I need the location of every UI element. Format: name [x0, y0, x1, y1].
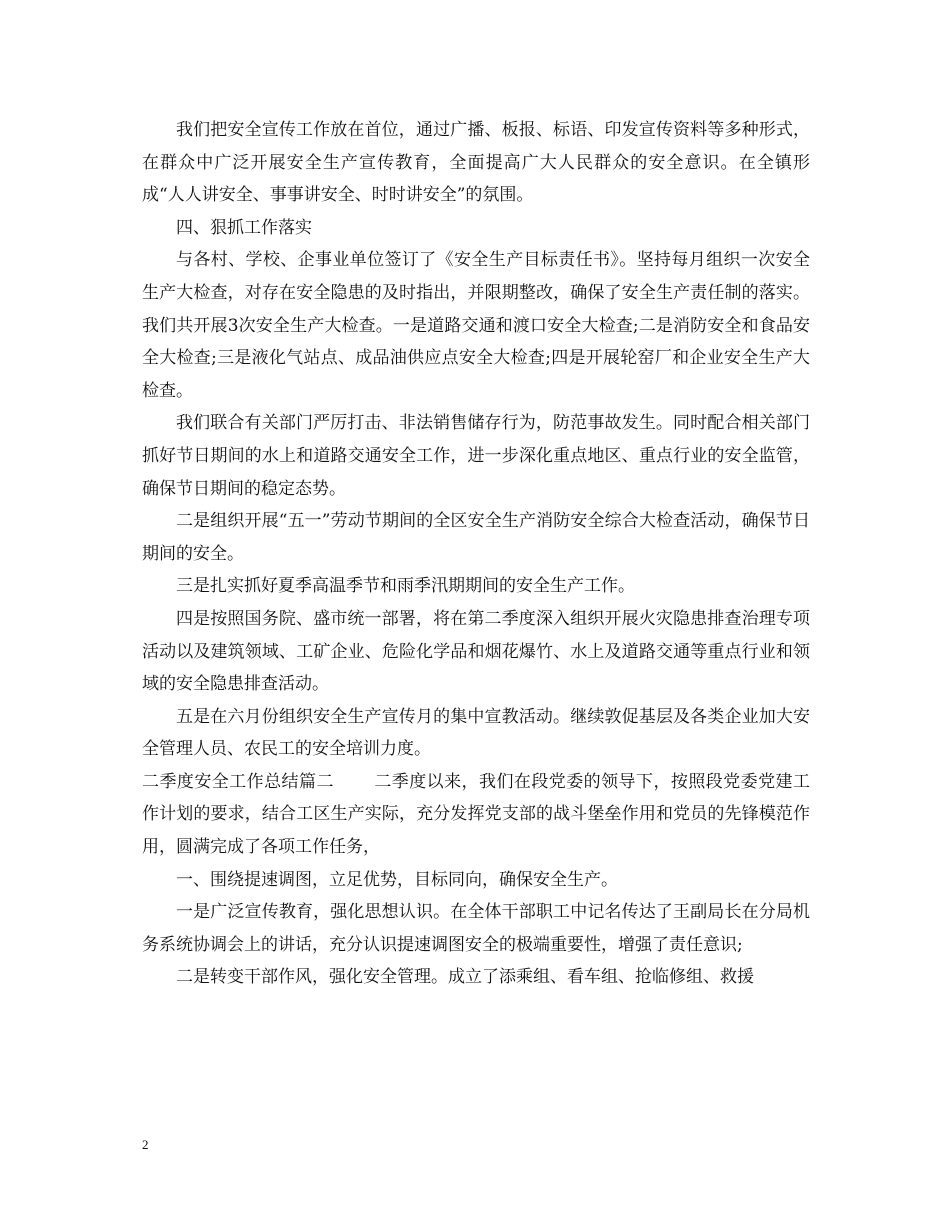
section-two-intro [142, 766, 810, 864]
paragraph-crackdown: 我们联合有关部门严厉打击、非法销售储存行为，防范事故发生。同时配合相关部门抓好节日期间的水上和道路交通安全工作，进一步深化重点地区、重点行业的安全监管，确保节日期间的稳定态势。 [142, 413, 810, 499]
paragraph-june: 五是在六月份组织安全生产宣传月的集中宣教活动。继续敦促基层及各类企业加大安全管理人员、农民工的安全培训力度。 [142, 706, 810, 760]
section-intro-text: 二季度以来，我们在段党委的领导下，按照段党委党建工作计划的要求，结合工区生产实际，充分发挥党支部的战斗堡垒作用和党员的先锋模范作用，圆满完成了各项工作任务， [142, 771, 811, 858]
heading-one: 一、围绕提速调图，立足优势，目标同向，确保安全生产。 [176, 869, 618, 890]
paragraph-responsibility: 与各村、学校、企事业单位签订了《安全生产目标责任书》。坚持每月组织一次安全生产大检查，对存在安全隐患的及时指出，并限期整改，确保了安全生产责任制的落实。我们共开展3次安全生产大检查。一是道路交通和渡口安全大检查;二是消防安全和食品安全大检查;三是液化气站点、成品油供应点安全大检查;四是开展轮窑厂和企业安全生产大检查。 [142, 250, 810, 401]
paragraph-hazard-check: 四是按照国务院、盛市统一部署，将在第二季度深入组织开展火灾隐患排查治理专项活动以及建筑领域、工矿企业、危险化学品和烟花爆竹、水上及道路交通等重点行业和领域的安全隐患排查活动。 [142, 608, 810, 695]
page-number: 2 [142, 1137, 149, 1152]
heading-four: 四、狠抓工作落实 [176, 217, 312, 238]
paragraph-management: 二是转变干部作风，强化安全管理。成立了添乘组、看车组、抢临修组、救援 [176, 967, 754, 988]
section-heading: 二季度安全工作总结篇二 [142, 771, 334, 792]
paragraph-education: 一是广泛宣传教育，强化思想认识。在全体干部职工中记名传达了王副局长在分局机务系统协调会上的讲话，充分认识提速调图安全的极端重要性，增强了责任意识; [142, 902, 810, 955]
document-page [142, 114, 810, 994]
paragraph-summer: 三是扎实抓好夏季高温季节和雨季汛期期间的安全生产工作。 [176, 576, 635, 597]
paragraph-publicity: 我们把安全宣传工作放在首位，通过广播、板报、标语、印发宣传资料等多种形式，在群众中广泛开展安全生产宣传教育，全面提高广大人民群众的安全意识。在全镇形成“人人讲安全、事事讲安全、时时讲安全”的氛围。 [142, 120, 810, 206]
paragraph-may-day: 二是组织开展“五一”劳动节期间的全区安全生产消防安全综合大检查活动，确保节日期间的安全。 [142, 511, 810, 564]
